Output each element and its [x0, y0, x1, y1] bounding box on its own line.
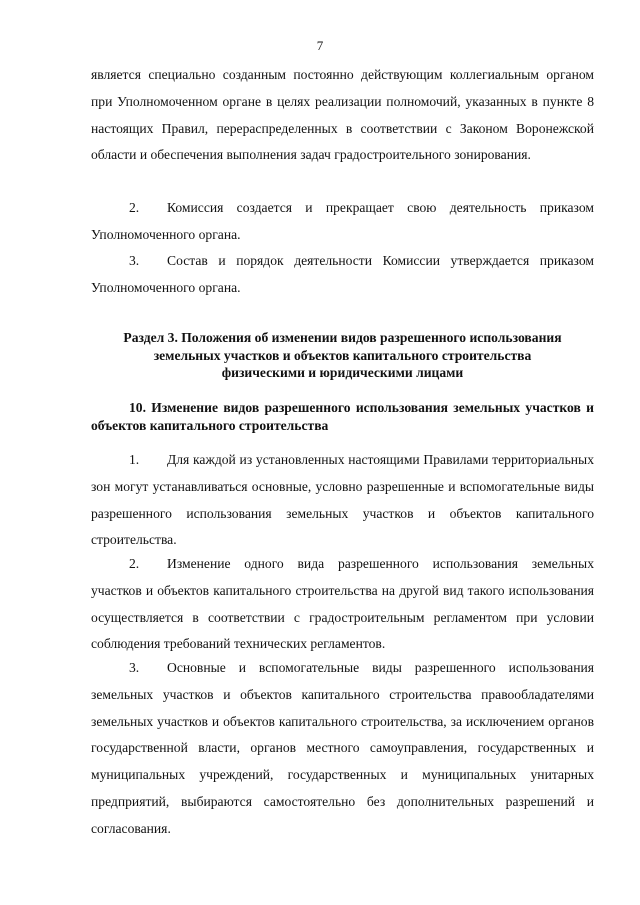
item-text: Состав и порядок деятельности Комиссии утверждается приказом Уполномоченного органа. [91, 253, 594, 295]
item-3-paragraph [91, 248, 594, 302]
item-number: 2. [129, 200, 140, 215]
item-text: Комиссия создается и прекращает свою деятельность приказом Уполномоченного органа. [91, 200, 594, 242]
intro-paragraph: является специально созданным постоянно действующим коллегиальным органом при Уполномоченном органе в целях реализации полномочий, указанных в пункте 8 настоящих Правил, перераспределенных в соответствии с Законом Воронежской области и обеспечения выполнения задач градостроительного зонирования. [91, 67, 594, 163]
article-item-1-paragraph [91, 447, 594, 554]
article-item-2-paragraph [91, 551, 594, 658]
item-2-paragraph [91, 195, 594, 249]
item-text: Для каждой из установленных настоящими Правилами территориальных зон могут устанавливаться основные, условно разрешенные и вспомогательные виды разрешенного использования земельных участков и объектов капитального строительства. [91, 452, 594, 548]
item-number: 3. [129, 253, 140, 268]
article-title: 10. Изменение видов разрешенного использования земельных участков и объектов капитального строительства [91, 400, 594, 433]
item-number: 2. [129, 556, 140, 571]
page-number: 7 [316, 38, 324, 53]
item-number: 3. [129, 660, 140, 675]
article-item-3-paragraph [91, 655, 594, 843]
item-text: Основные и вспомогательные виды разрешенного использования земельных участков и объектов капитального строительства правообладателями земельных участков и объектов капитального строительства, за исключением органов государственной власти, органов местного самоуправления, государственных и муниципальных учреждений, государственных и муниципальных унитарных предприятий, выбираются самостоятельно без дополнительных разрешений и согласования. [91, 660, 594, 836]
section-title: Раздел 3. Положения об изменении видов разрешенного использования земельных участков и объектов капитального строительства физическими и юридическими лицами [123, 330, 562, 380]
item-text: Изменение одного вида разрешенного использования земельных участков и объектов капитального строительства на другой вид такого использования осуществляется в соответствии с градостроительным регламентом при условии соблюдения требований технических регламентов. [91, 556, 594, 652]
item-number: 1. [129, 452, 140, 467]
